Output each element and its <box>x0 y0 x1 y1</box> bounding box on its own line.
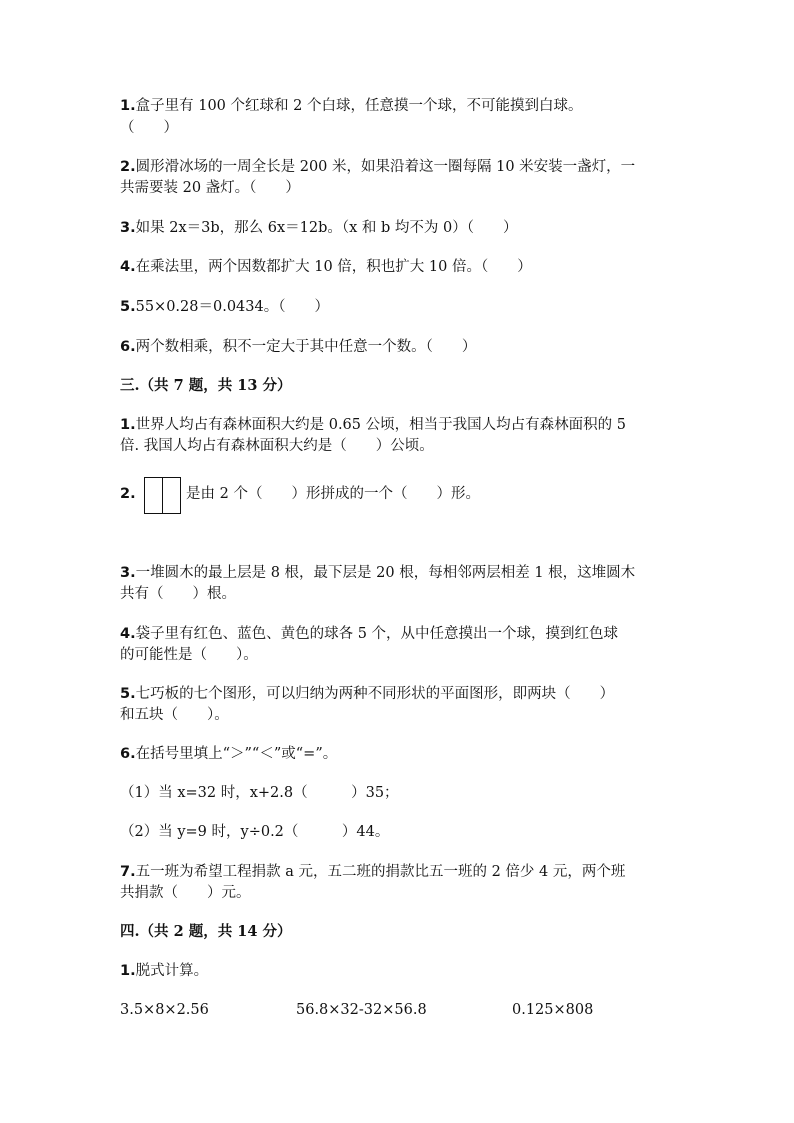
calc-expression-1: 3.5×8×2.56 <box>120 1002 209 1018</box>
question-2-1: 1.盒子里有 100 个红球和 2 个白球，任意摸一个球，不可能摸到白球。 <box>120 98 583 114</box>
question-3-4-line2: 的可能性是（ ）。 <box>120 647 258 663</box>
question-3-7-line2: 共捐款（ ）元。 <box>120 885 251 901</box>
question-2-2-line2: 共需要装 20 盏灯。（ ） <box>120 180 300 196</box>
question-3-5-line2: 和五块（ ）。 <box>120 707 229 723</box>
question-2-2: 2.圆形滑冰场的一周全长是 200 米，如果沿着这一圈每隔 10 米安装一盏灯，一 <box>120 159 636 175</box>
question-3-1: 1.世界人均占有森林面积大约是 0.65 公顷，相当于我国人均占有森林面积的 5 <box>120 417 626 433</box>
question-3-5: 5.七巧板的七个图形，可以归纳为两种不同形状的平面图形，即两块（ ） <box>120 686 615 702</box>
question-3-2-number: 2. <box>120 486 136 502</box>
question-2-5: 5.55×0.28＝0.0434。（ ） <box>120 299 329 315</box>
question-3-2: 是由 2 个（ ）形拼成的一个（ ）形。 <box>186 486 480 502</box>
two-rectangles-figure <box>144 477 181 514</box>
question-3-3: 3.一堆圆木的最上层是 8 根，最下层是 20 根，每相邻两层相差 1 根，这堆圆木 <box>120 565 636 581</box>
question-3-3-line2: 共有（ ）根。 <box>120 586 236 602</box>
section-header-4: 四.（共 2 题，共 14 分） <box>120 923 292 940</box>
question-3-1-line2: 倍. 我国人均占有森林面积大约是（ ）公顷。 <box>120 438 434 454</box>
question-4-1: 1.脱式计算。 <box>120 963 209 979</box>
question-2-6: 6.两个数相乘，积不一定大于其中任意一个数。（ ） <box>120 339 477 355</box>
question-3-4: 4.袋子里有红色、蓝色、黄色的球各 5 个，从中任意摸出一个球，摸到红色球 <box>120 626 619 642</box>
figure-divider <box>162 478 163 513</box>
section-header-3: 三.（共 7 题，共 13 分） <box>120 377 292 394</box>
question-2-3: 3.如果 2x＝3b，那么 6x＝12b。（x 和 b 均不为 0）（ ） <box>120 220 518 236</box>
question-3-6-sub2: （2）当 y=9 时，y÷0.2（ ）44。 <box>120 824 390 840</box>
calc-expression-3: 0.125×808 <box>512 1002 594 1018</box>
question-3-6-sub1: （1）当 x=32 时，x+2.8（ ）35； <box>120 785 399 801</box>
question-3-7: 7.五一班为希望工程捐款 a 元，五二班的捐款比五一班的 2 倍少 4 元，两个班 <box>120 864 626 880</box>
question-3-6: 6.在括号里填上“＞”“＜”或“=”。 <box>120 746 338 762</box>
calc-expression-2: 56.8×32-32×56.8 <box>296 1002 427 1018</box>
question-2-1-blank: （ ） <box>120 120 178 136</box>
question-2-4: 4.在乘法里，两个因数都扩大 10 倍，积也扩大 10 倍。（ ） <box>120 259 532 275</box>
